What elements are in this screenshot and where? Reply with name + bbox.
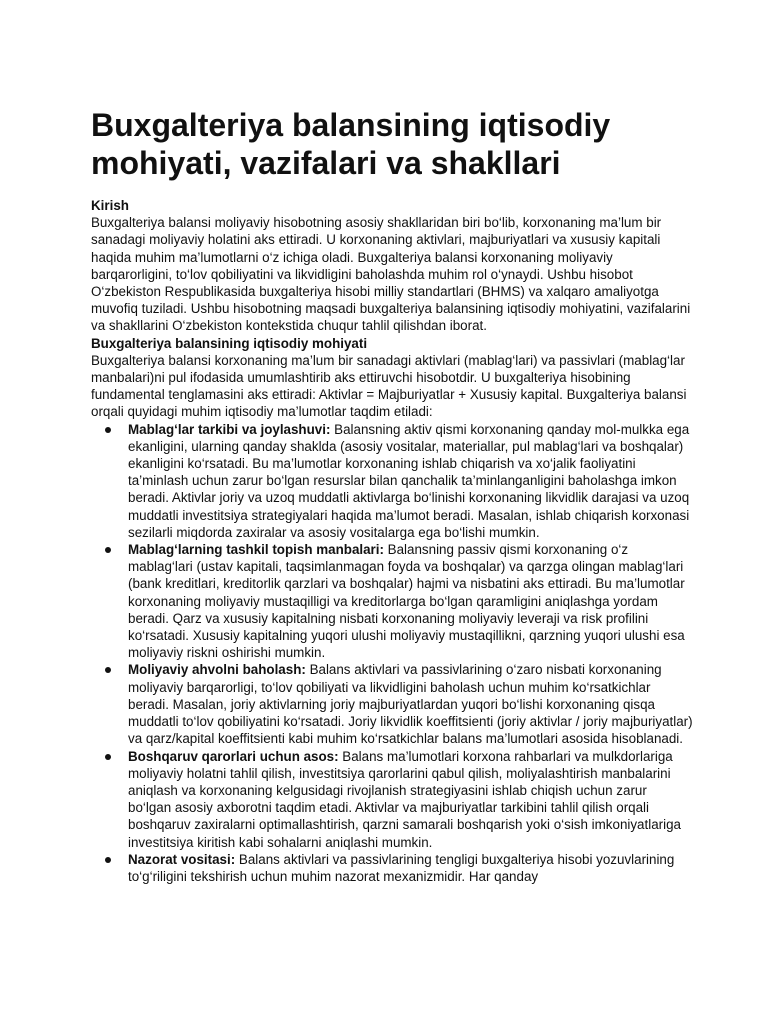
bullet-icon: [105, 857, 111, 863]
list-item: [91, 421, 693, 541]
section-paragraph: Buxgalteriya balansi korxonaning ma’lum bir sanadagi aktivlari (mablag‘lari) va passivlari (mablag‘lar manbalari)ni pul ifodasida umumlashtirib aks ettiruvchi hisobotdir. U buxgalteriya hisobining fundamental tenglamasini aks ettiradi: Aktivlar = Majburiyatlar + Xususiy kapital. Buxgalteriya balansi orqali quyidagi muhim iqtisodiy ma’lumotlar taqdim etiladi:: [91, 352, 687, 420]
list-item-term: Moliyaviy ahvolni baholash:: [128, 662, 306, 678]
bullet-list: [91, 421, 693, 885]
document-body: [91, 197, 693, 885]
list-item-term: Nazorat vositasi:: [128, 851, 236, 867]
list-item-term: Mablag‘lar tarkibi va joylashuvi:: [128, 421, 331, 437]
list-item-text: Balans aktivlari va passivlarining tengligi buxgalteriya hisobi yozuvlarining to‘g‘riligini tekshirish uchun muhim nazorat mexanizmidir. Har qanday: [128, 851, 675, 884]
list-item-text: Balansning passiv qismi korxonaning o‘z mablag‘lari (ustav kapitali, taqsimlanmagan foyda va boshqalar) va qarzga olingan mablag‘lari (bank kreditlari, kreditorlik qarzlari va boshqalar) hajmi va nisbatini aks ettiradi. Bu ma’lumotlar korxonaning moliyaviy mustaqilligi va kreditorlarga bo‘lgan qaramligini aniqlashga yordam beradi. Qarz va xususiy kapitalning nisbati korxonaning moliyaviy leveraji va risk profilini ko‘rsatadi. Xususiy kapitalning yuqori ulushi moliyaviy mustaqillikni, qarzning yuqori ulushi esa moliyaviy riskni oshirishi mumkin.: [128, 542, 685, 661]
intro-heading: Kirish: [91, 198, 129, 213]
intro-paragraph: Buxgalteriya balansi moliyaviy hisobotning asosiy shakllaridan biri bo‘lib, korxonaning ma’lum bir sanadagi moliyaviy holatini aks ettiradi. U korxonaning aktivlari, majburiyatlari va xususiy kapitali haqida muhim ma’lumotlarni o‘z ichiga oladi. Buxgalteriya balansi korxonaning moliyaviy barqarorligini, to‘lov qobiliyatini va likvidligini baholashda muhim rol o‘ynaydi. Ushbu hisobot O‘zbekiston Respublikasida buxgalteriya hisobi milliy standartlari (BHMS) va xalqaro amaliyotga muvofiq tuziladi. Ushbu hisobotning maqsadi buxgalteriya balansining iqtisodiy mohiyatini, vazifalarini va shakllarini O‘zbekiston kontekstida chuqur tahlil qilishdan iborat.: [91, 215, 691, 334]
bullet-icon: [105, 427, 111, 433]
document-title: Buxgalteriya balansining iqtisodiy mohiyati, vazifalari va shakllari: [91, 107, 611, 181]
list-item: [91, 541, 693, 661]
list-item-term: Mablag‘larning tashkil topish manbalari:: [128, 542, 384, 558]
list-item-text: Balansning aktiv qismi korxonaning qanday mol-mulkka ega ekanligini, ularning qanday shaklda (asosiy vositalar, materiallar, pul mablag‘lari va boshqalar) ekanligini ko‘rsatadi. Bu ma’lumotlar korxonaning ishlab chiqarish va xo‘jalik faoliyatini ta’minlash uchun zarur bo‘lgan resurslar bilan qanchalik ta’minlanganligini baholashga imkon beradi. Aktivlar joriy va uzoq muddatli aktivlarga bo‘linishi korxonaning likvidlik darajasi va uzoq muddatli investitsiya strategiyalari haqida ma’lumot beradi. Masalan, ishlab chiqarish korxonasi sezilarli miqdorda zaxiralar va asosiy vositalarga ega bo‘lishi mumkin.: [128, 421, 690, 540]
list-item-text: Balans ma’lumotlari korxona rahbarlari va mulkdorlariga moliyaviy holatni tahlil qilish, investitsiya qarorlarini qabul qilish, moliyalashtirish manbalarini aniqlash va korxonaning kelgusidagi rivojlanish strategiyasini ishlab chiqish uchun zarur bo‘lgan asosiy axborotni taqdim etadi. Aktivlar va majburiyatlar tarkibini tahlil qilish orqali boshqaruv zaxiralarni optimallashtirish, qarzni samarali boshqarish yoki o‘sish imkoniyatlariga investitsiya kiritish kabi sohalarni aniqlashi mumkin.: [128, 748, 681, 850]
list-item-term: Boshqaruv qarorlari uchun asos:: [128, 748, 339, 764]
bullet-icon: [105, 667, 111, 673]
list-item: [91, 851, 693, 885]
bullet-icon: [105, 754, 111, 760]
list-item: [91, 661, 693, 747]
list-item: [91, 748, 693, 851]
section-heading: Buxgalteriya balansining iqtisodiy mohiyati: [91, 335, 368, 351]
list-item-text: Balans aktivlari va passivlarining o‘zaro nisbati korxonaning moliyaviy barqarorligi, to‘lov qobiliyati va likvidligini baholash uchun muhim ko‘rsatkichlar beradi. Masalan, joriy aktivlarning joriy majburiyatlardan yuqori bo‘lishi korxonaning qisqa muddatli to‘lov qobiliyatini ko‘rsatadi. Joriy likvidlik koeffitsienti (joriy aktivlar / joriy majburiyatlar) va qarz/kapital koeffitsienti kabi muhim ko‘rsatkichlar balans ma’lumotlari asosida hisoblanadi.: [128, 662, 693, 747]
bullet-icon: [105, 547, 111, 553]
